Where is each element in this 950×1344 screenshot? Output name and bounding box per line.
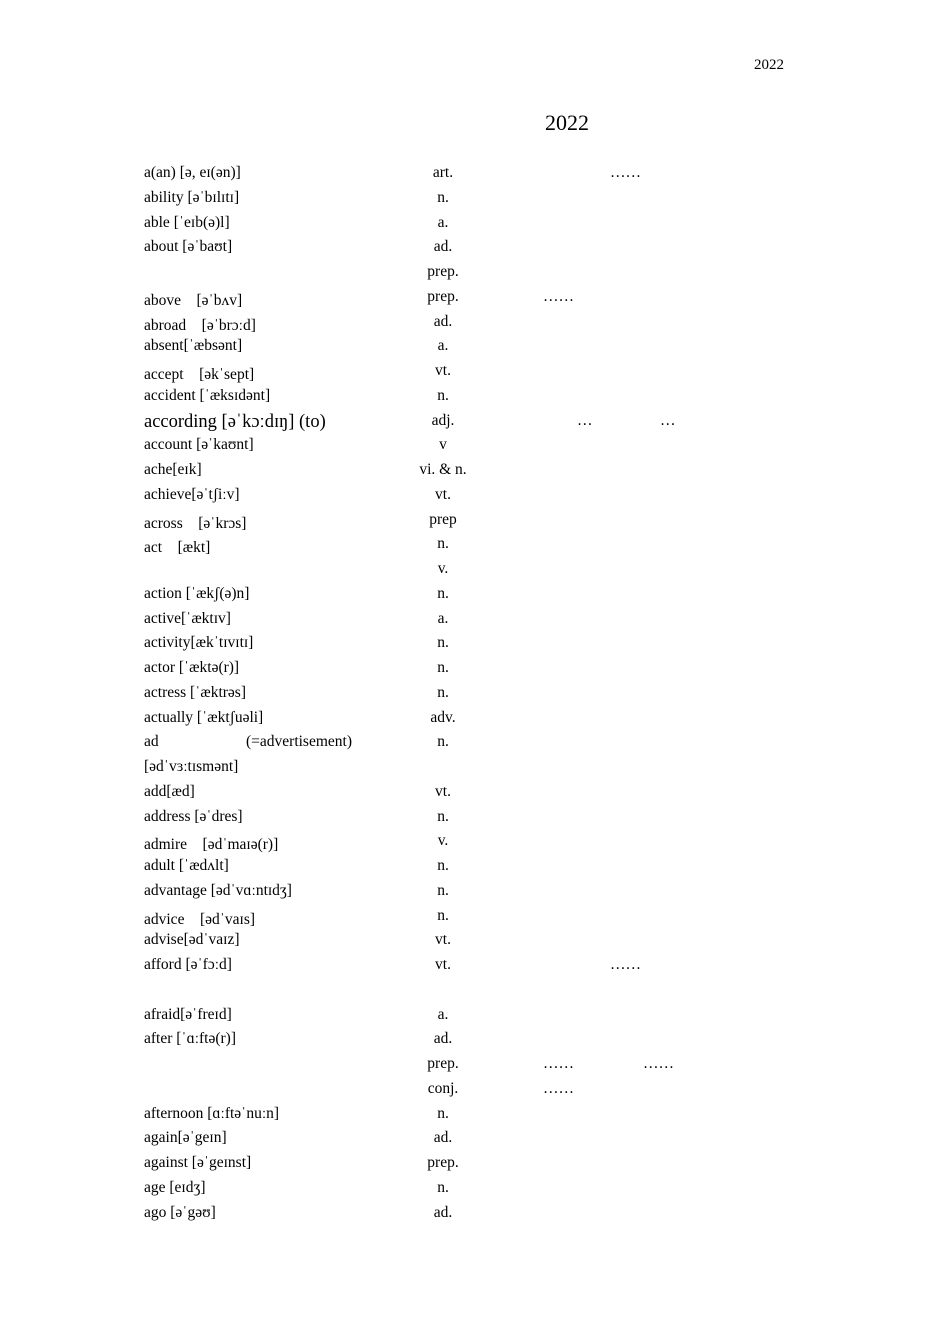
entry-part-of-speech: vt. (435, 485, 451, 503)
entry-meaning: … (577, 411, 593, 429)
entry-part-of-speech: a. (437, 337, 449, 355)
running-header-year: 2022 (754, 57, 784, 73)
entry-part-of-speech: a. (437, 1005, 449, 1023)
entry-word: afraid[əˈfreɪd] (144, 1005, 232, 1023)
vocab-row (0, 659, 950, 684)
entry-word: able [ˈeɪb(ə)l] (144, 213, 230, 231)
entry-part-of-speech: art. (432, 164, 454, 181)
vocab-row (0, 1154, 950, 1179)
vocab-row (0, 907, 950, 932)
entry-part-of-speech: v. (437, 560, 449, 577)
entry-word: against [əˈgeɪnst] (144, 1154, 252, 1171)
entry-meaning: …… (543, 1079, 574, 1097)
entry-part-of-speech: vi. & n. (419, 461, 467, 478)
entry-part-of-speech: vt. (435, 956, 451, 973)
vocab-row (0, 882, 950, 907)
entry-part-of-speech: prep. (427, 1055, 459, 1072)
vocab-row (0, 511, 950, 536)
entry-part-of-speech: ad. (433, 1030, 453, 1048)
entry-meaning: …… (610, 956, 641, 973)
entry-part-of-speech: a. (437, 609, 449, 627)
entry-word: actually [ˈæktʃuəli] (144, 708, 264, 726)
vocab-row (0, 560, 950, 585)
vocab-row (0, 337, 950, 362)
vocab-row (0, 1204, 950, 1229)
vocab-row (0, 956, 950, 981)
vocab-row (0, 1129, 950, 1154)
entry-word: actor [ˈæktə(r)] (144, 659, 240, 676)
vocab-row (0, 1105, 950, 1130)
entry-word: [ədˈvɜːtɪsmənt] (144, 758, 239, 775)
entry-word: adult [ˈædʌlt] (144, 857, 229, 874)
entry-word: actress [ˈæktrəs] (144, 683, 246, 701)
entry-part-of-speech: n. (437, 857, 449, 874)
entry-part-of-speech: n. (437, 1104, 449, 1122)
vocab-row (0, 1080, 950, 1105)
vocab-row (0, 238, 950, 263)
vocab-row (0, 362, 950, 387)
entry-part-of-speech: vt. (435, 782, 451, 800)
entry-word: achieve[əˈtʃiːv] (144, 485, 240, 503)
vocab-row (0, 832, 950, 857)
entry-part-of-speech: adv. (430, 708, 456, 726)
entry-part-of-speech: v (439, 436, 447, 454)
vocab-row (0, 486, 950, 511)
entry-part-of-speech: ad. (433, 238, 453, 256)
vocab-row (0, 387, 950, 412)
vocab-row (0, 808, 950, 833)
entry-word: abroad [əˈbrɔːd] (144, 316, 256, 334)
vocab-row (0, 610, 950, 635)
entry-word: admire [ədˈmaɪə(r)] (144, 836, 279, 854)
vocab-row (0, 931, 950, 956)
entry-word: accept [əkˈsept] (144, 366, 255, 383)
entry-meaning: …… (543, 1055, 574, 1072)
entry-word: age [eɪdʒ] (144, 1178, 206, 1196)
vocab-row (0, 461, 950, 486)
entry-word: act [ækt] (144, 539, 211, 557)
entry-word: activity[ækˈtɪvɪtɪ] (144, 634, 254, 652)
entry-word: advantage [ədˈvɑːntɪdʒ] (144, 881, 292, 899)
page-title: 2022 (545, 110, 589, 135)
vocabulary-list (0, 164, 950, 1228)
entry-meaning-extra: … (660, 411, 676, 429)
vocab-row (0, 1179, 950, 1204)
entry-meaning: …… (543, 287, 574, 305)
entry-word: ad (144, 733, 159, 751)
entry-part-of-speech: vt. (435, 931, 451, 949)
entry-part-of-speech: n. (437, 584, 449, 602)
entry-part-of-speech: ad. (433, 1129, 453, 1147)
entry-part-of-speech: n. (437, 881, 449, 899)
entry-part-of-speech: n. (437, 188, 449, 206)
entry-part-of-speech: prep. (427, 1154, 459, 1171)
vocab-row (0, 263, 950, 288)
entry-word: ache[eɪk] (144, 461, 202, 478)
entry-part-of-speech: prep. (427, 263, 459, 280)
entry-word: add[æd] (144, 782, 195, 800)
entry-part-of-speech: n. (437, 386, 449, 404)
entry-part-of-speech: v. (437, 832, 449, 850)
vocab-row (0, 733, 950, 758)
entry-word: afternoon [ɑːftəˈnuːn] (144, 1104, 280, 1122)
entry-part-of-speech: n. (437, 535, 449, 553)
vocab-row (0, 436, 950, 461)
vocab-row (0, 164, 950, 189)
entry-word-note: (=advertisement) (246, 733, 353, 751)
entry-part-of-speech: n. (437, 1178, 449, 1196)
entry-part-of-speech: n. (437, 906, 449, 924)
entry-word: ago [əˈgəʊ] (144, 1203, 216, 1221)
entry-word: according [əˈkɔːdɪŋ] (to) (144, 411, 326, 432)
vocab-row (0, 313, 950, 338)
entry-word: a(an) [ə, eɪ(ən)] (144, 164, 241, 181)
entry-part-of-speech: ad. (433, 312, 453, 330)
vocab-row (0, 684, 950, 709)
entry-part-of-speech: n. (437, 634, 449, 652)
entry-part-of-speech: n. (437, 807, 449, 825)
entry-part-of-speech: n. (437, 659, 449, 676)
entry-word: after [ˈɑːftə(r)] (144, 1030, 236, 1048)
entry-word: across [əˈkrɔs] (144, 514, 247, 532)
vocab-row (0, 288, 950, 313)
vocab-row (0, 857, 950, 882)
vocab-row (0, 783, 950, 808)
entry-part-of-speech: adj. (431, 411, 455, 429)
entry-part-of-speech: a. (437, 213, 449, 231)
vocab-row (0, 412, 950, 437)
entry-part-of-speech: n. (437, 733, 449, 751)
entry-part-of-speech: prep. (427, 287, 459, 305)
blank-row (0, 981, 950, 1006)
entry-word: absent[ˈæbsənt] (144, 337, 243, 355)
entry-part-of-speech: vt. (435, 362, 451, 379)
entry-word: address [əˈdres] (144, 807, 243, 825)
entry-meaning-extra: …… (643, 1055, 674, 1072)
vocab-row (0, 709, 950, 734)
vocab-row (0, 214, 950, 239)
vocab-row (0, 1030, 950, 1055)
entry-word: active[ˈæktɪv] (144, 609, 231, 627)
entry-word: about [əˈbaʊt] (144, 238, 233, 256)
vocab-row (0, 1055, 950, 1080)
vocab-row (0, 535, 950, 560)
entry-part-of-speech: ad. (433, 1203, 453, 1221)
vocab-row (0, 634, 950, 659)
entry-word: advise[ədˈvaɪz] (144, 931, 240, 949)
entry-word: again[əˈgeɪn] (144, 1129, 227, 1147)
vocab-row (0, 189, 950, 214)
entry-word: accident [ˈæksɪdənt] (144, 386, 271, 404)
vocab-row (0, 758, 950, 783)
entry-word: above [əˈbʌv] (144, 291, 243, 309)
entry-word: account [əˈkaʊnt] (144, 436, 254, 454)
entry-meaning: …… (610, 164, 641, 181)
entry-word: advice [ədˈvaɪs] (144, 910, 256, 928)
entry-part-of-speech: prep (429, 510, 457, 528)
vocab-row (0, 585, 950, 610)
entry-word: ability [əˈbɪlɪtɪ] (144, 188, 240, 206)
entry-part-of-speech: n. (437, 683, 449, 701)
entry-part-of-speech: conj. (427, 1079, 459, 1097)
entry-word: action [ˈækʃ(ə)n] (144, 584, 250, 602)
entry-word: afford [əˈfɔːd] (144, 956, 232, 973)
vocab-row (0, 1006, 950, 1031)
